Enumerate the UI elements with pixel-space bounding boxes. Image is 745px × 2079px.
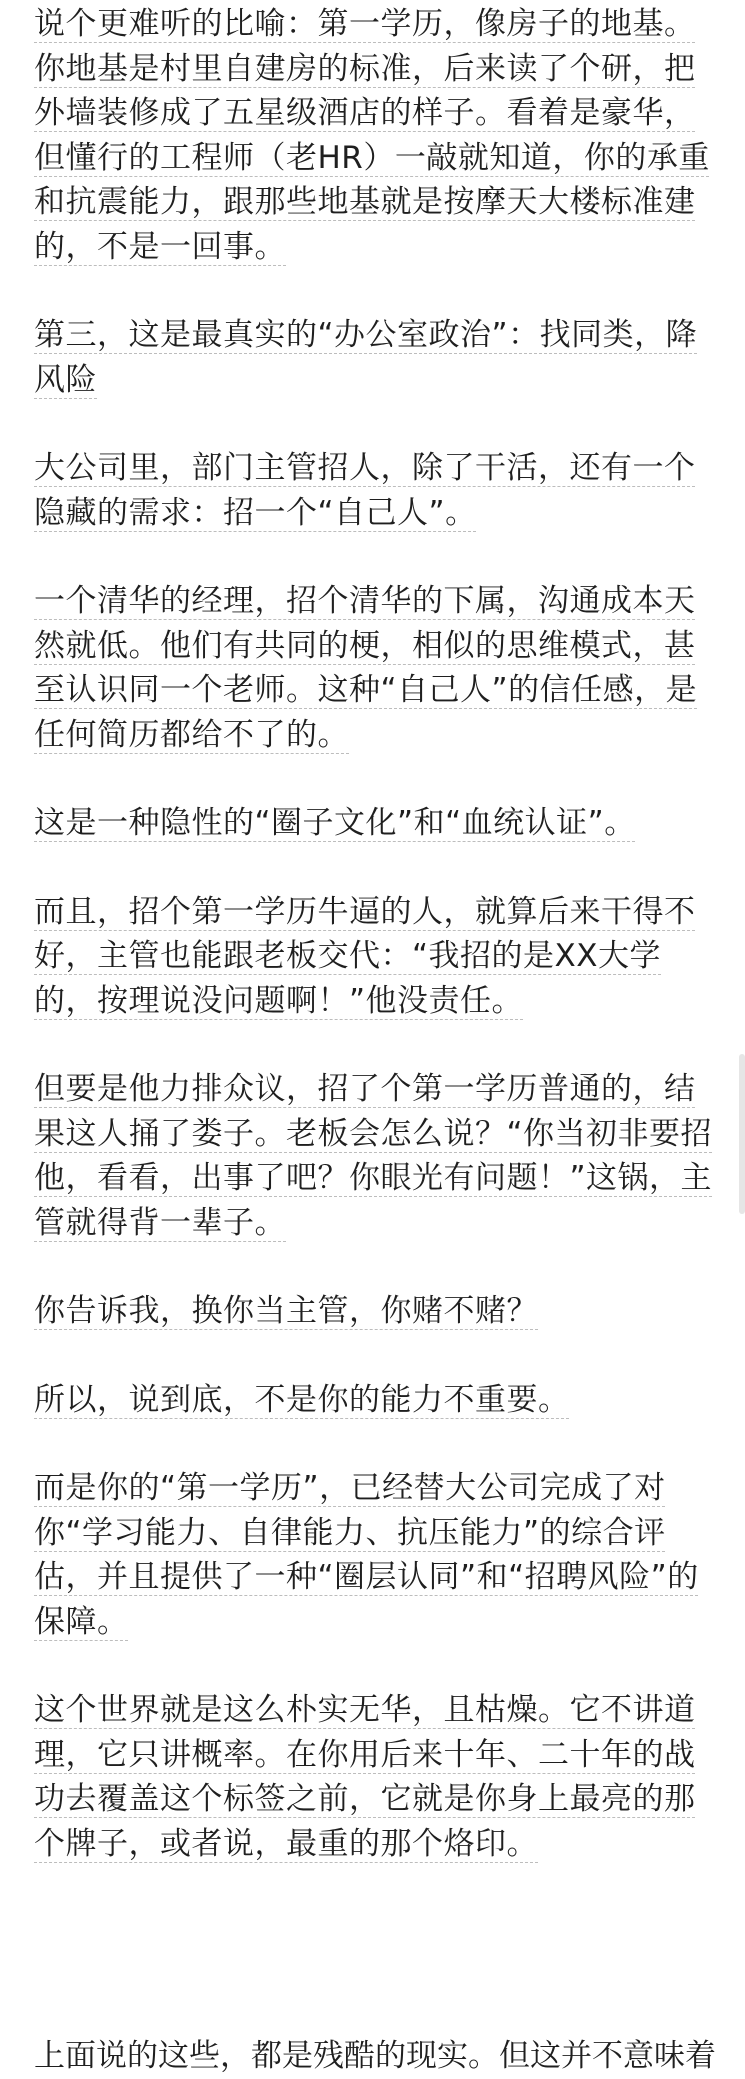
- paragraph-11-text: 这个世界就是这么朴实无华，且枯燥。它不讲道理，它只讲概率。在你用后来十年、二十年的战功去覆盖这个标签之前，它就是你身上最亮的那个牌子，或者说，最重的那个烙印。: [34, 1692, 696, 1862]
- paragraph-5-text: 这是一种隐性的“圈子文化”和“血统认证”。: [34, 805, 636, 841]
- paragraph-1: [34, 2, 714, 269]
- paragraph-8-text: 你告诉我，换你当主管，你赌不赌？: [34, 1293, 538, 1329]
- paragraph-4: [34, 579, 714, 757]
- paragraph-9-text: 所以，说到底，不是你的能力不重要。: [34, 1381, 570, 1418]
- article-body: [34, 0, 714, 1910]
- paragraph-11: [34, 1688, 714, 1866]
- paragraph-4-text: 一个清华的经理，招个清华的下属，沟通成本天然就低。他们有共同的梗，相似的思维模式，甚至认识同一个老师。这种“自己人”的信任感，是任何简历都给不了的。: [34, 583, 698, 753]
- paragraph-10: [34, 1466, 714, 1644]
- paragraph-5: [34, 801, 714, 846]
- paragraph-6-text: 而且，招个第一学历牛逼的人，就算后来干得不好，主管也能跟老板交代：“我招的是XX大学的，按理说没问题啊！”他没责任。: [34, 893, 696, 1019]
- paragraph-3: [34, 446, 714, 535]
- paragraph-2-text: 第三，这是最真实的“办公室政治”：找同类，降风险: [34, 317, 698, 398]
- paragraph-9: [34, 1378, 714, 1423]
- paragraph-1-text: 说个更难听的比喻：第一学历，像房子的地基。你地基是村里自建房的标准，后来读了个研，把外墙装修成了五星级酒店的样子。看着是豪华，但懂行的工程师（老HR）一敲就知道，你的承重和抗震能力，跟那些地基就是按摩天大楼标准建的，不是一回事。: [34, 6, 710, 265]
- scrollbar-thumb[interactable]: [739, 1054, 745, 1214]
- paragraph-10-text: 而是你的“第一学历”，已经替大公司完成了对你“学习能力、自律能力、抗压能力”的综合评估，并且提供了一种“圈层认同”和“招聘风险”的保障。: [34, 1470, 699, 1640]
- paragraph-7-text: 但要是他力排众议，招了个第一学历普通的，结果这人捅了娄子。老板会怎么说？“你当初非要招他，看看，出事了吧？你眼光有问题！”这锅，主管就得背一辈子。: [34, 1071, 713, 1241]
- paragraph-3-text: 大公司里，部门主管招人，除了干活，还有一个隐藏的需求：招一个“自己人”。: [34, 450, 696, 531]
- paragraph-2: [34, 313, 714, 402]
- paragraph-6: [34, 890, 714, 1024]
- paragraph-8: [34, 1289, 714, 1334]
- cut-off-line: 上面说的这些，都是残酷的现实。但这并不意味着: [34, 2038, 716, 2074]
- paragraph-7: [34, 1067, 714, 1245]
